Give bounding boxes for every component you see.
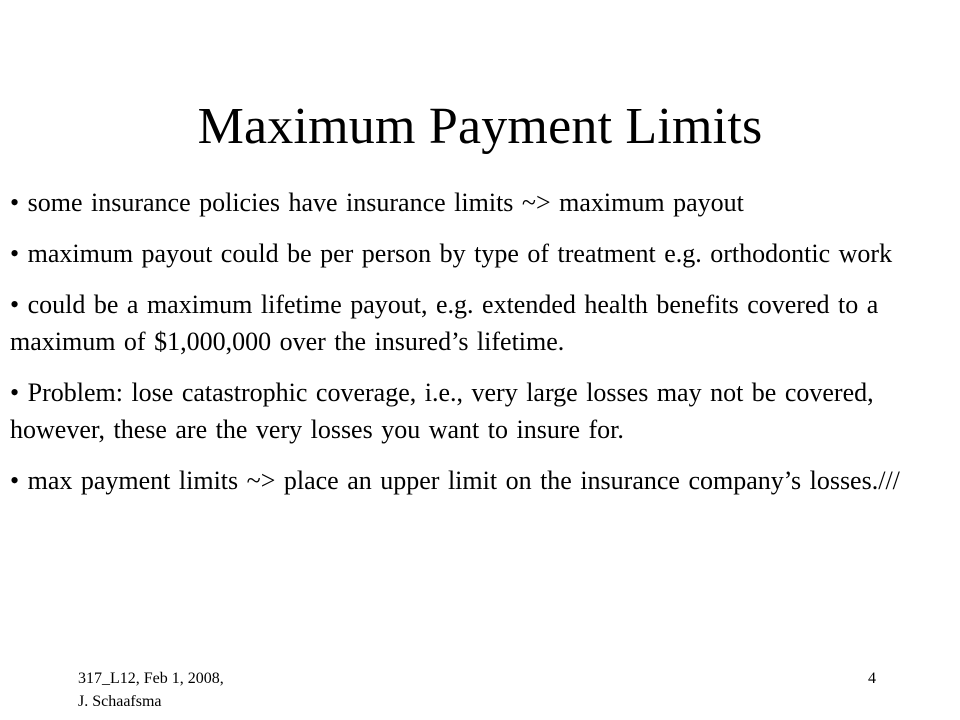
bullet-symbol: • xyxy=(10,188,20,217)
slide-title: Maximum Payment Limits xyxy=(197,98,763,155)
bullet-symbol: • xyxy=(10,378,20,407)
bullet-item xyxy=(10,286,940,360)
bullet-text: some insurance policies have insurance limits ~> maximum payout xyxy=(27,188,744,217)
bullet-text: maximum payout could be per person by type of treatment e.g. orthodontic work xyxy=(27,239,893,268)
bullet-symbol: • xyxy=(10,466,20,495)
bullet-text: max payment limits ~> place an upper limit on the insurance company’s losses./// xyxy=(27,466,900,495)
bullet-item xyxy=(10,374,940,448)
bullet-symbol: • xyxy=(10,239,20,268)
bullet-item xyxy=(10,462,940,499)
bullet-symbol: • xyxy=(10,290,20,319)
bullet-list xyxy=(10,184,940,513)
footer-course-info xyxy=(78,667,318,713)
bullet-text: could be a maximum lifetime payout, e.g. extended health benefits covered to a maximum of $1,000,000 over the insured’s lifetime. xyxy=(10,290,879,356)
footer-author: J. Schaafsma xyxy=(78,693,162,710)
footer-course-date: 317_L12, Feb 1, 2008, xyxy=(78,670,224,687)
bullet-text: Problem: lose catastrophic coverage, i.e., very large losses may not be covered, however, these are the very losses you want to insure for. xyxy=(10,378,874,444)
page-number: 4 xyxy=(868,670,876,687)
bullet-item xyxy=(10,184,940,221)
bullet-item xyxy=(10,235,940,272)
